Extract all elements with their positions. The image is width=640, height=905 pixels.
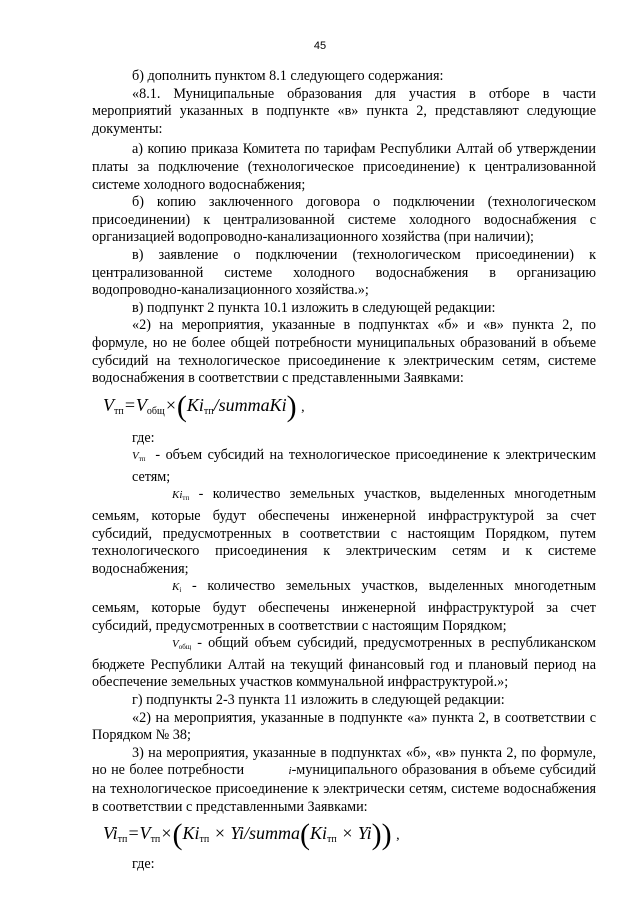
page-number: 45: [313, 40, 327, 52]
symbol-ki: $K_i$: [172, 581, 182, 595]
paragraph: где:: [132, 429, 155, 446]
paragraph: в) подпункт 2 пункта 10.1 изложить в следующей редакции:: [132, 299, 496, 316]
definition-item: $Ki_{тп}$ - количество земельных участков, выделенных многодетным семьям, которые будут обеспечены инженерной инфраструктурой за счет субсидий, предусмотренных в соответствии с настоящим Порядком, путем технологического присоединения к электрическим сетям и к системе водоснабжения;: [92, 486, 596, 577]
paragraph: в) заявление о подключении (технологическом присоединении) к централизованной системе холодного водоснабжения в организацию водопроводно-канализационного хозяйства.»;: [92, 246, 596, 299]
symbol-v-obsh: $V_{общ}$: [172, 638, 192, 652]
definition-item: $V_{общ}$ - общий объем субсидий, предусмотренных в республиканском бюджете Республики Алтай на текущий финансовый год и плановый период на обеспечение земельных участков коммунальной инфраструктурой.»;: [92, 635, 596, 691]
paragraph: а) копию приказа Комитета по тарифам Республики Алтай об утверждении платы за подключение (технологическое присоединение) к централизованной системе холодного водоснабжения;: [92, 141, 596, 193]
definition-item: $V_{тп}$ - объем субсидий на технологическое присоединение к электрическим сетям;: [132, 447, 596, 485]
symbol-ki-tp: $Ki_{тп}$: [172, 489, 190, 503]
paragraph: «2) на мероприятия, указанные в подпунктах «б» и «в» пункта 2, по формуле, но не более общей потребности муниципальных образований в объеме субсидий на технологическое присоединение к электрическим сетям, системе водоснабжения в соответствии с представленными Заявками:: [92, 317, 596, 387]
symbol-v-tp: $V_{тп}$: [132, 450, 146, 464]
paragraph: г) подпункты 2-3 пункта 11 изложить в следующей редакции:: [132, 692, 505, 708]
symbol-i: i: [288, 765, 292, 778]
paragraph: б) копию заключенного договора о подключении (технологическом присоединении) к централизованной системе холодного водоснабжения с организацией водопроводно-канализационного хозяйства (при наличии);: [92, 194, 596, 246]
paragraph: где:: [132, 856, 155, 873]
paragraph: «8.1. Муниципальные образования для участия в отборе в части мероприятий указанных в подпункте «в» пункта 2, представляют следующие документы:: [92, 85, 596, 137]
definition-item: $K_i$ - количество земельных участков, выделенных многодетным семьям, которые будут обеспечены инженерной инфраструктурой за счет субсидий, предусмотренных в соответствии с настоящим Порядком;: [92, 578, 596, 634]
paragraph: «2) на мероприятия, указанные в подпункте «а» пункта 2, в соответствии с Порядком № 38;: [92, 709, 596, 744]
document-body: [92, 68, 596, 874]
formula-subsidy-per-municipality: $Vi_{тп}=V_{тп}\times(Ki_{тп}$ × $Yi/summa(Ki_{тп} \times Yi)$) ,: [103, 818, 400, 852]
formula-subsidy-total: $V_{тп}=V_{общ}\times(Ki_{тп}/summaKi)$ ,: [103, 389, 305, 423]
paragraph: 3) на мероприятия, указанные в подпунктах «б», «в» пункта 2, по формуле, но не более потребности i-муниципального образования в объеме субсидий на технологическое присоединение к электрически сетям, системе водоснабжения в соответствии с представленными Заявками:: [92, 744, 596, 815]
paragraph: б) дополнить пунктом 8.1 следующего содержания:: [132, 68, 444, 84]
